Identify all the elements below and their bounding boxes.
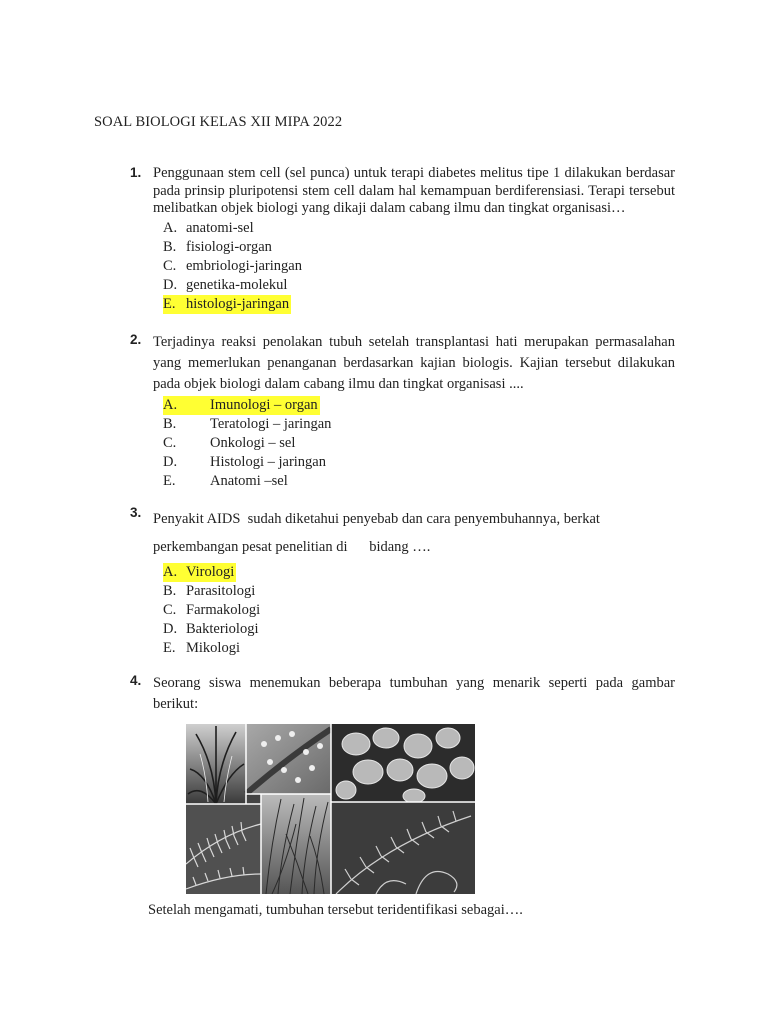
option-text: Parasitologi — [186, 583, 256, 599]
option-d — [163, 453, 675, 472]
option-letter: C. — [163, 435, 177, 451]
option-letter: E. — [163, 640, 176, 656]
collage-image — [186, 724, 475, 894]
option-e-highlighted — [163, 295, 675, 314]
option-letter: A. — [163, 219, 178, 236]
option-letter: E. — [163, 473, 176, 489]
option-text: Bakteriologi — [186, 621, 259, 637]
option-letter: D. — [163, 276, 178, 293]
option-letter: B. — [163, 583, 177, 599]
option-e — [163, 639, 675, 658]
option-letter: E. — [163, 295, 176, 312]
option-text: Virologi — [186, 564, 235, 580]
answer-highlight — [163, 396, 320, 415]
option-b — [163, 582, 675, 601]
option-letter: C. — [163, 257, 177, 274]
question-number: 1. — [130, 165, 142, 180]
option-c — [163, 601, 675, 620]
option-b — [163, 238, 675, 257]
option-a-highlighted — [163, 396, 675, 415]
option-letter: C. — [163, 602, 177, 618]
option-d — [163, 276, 675, 295]
option-a — [163, 219, 675, 238]
option-list — [163, 396, 675, 491]
option-d — [163, 620, 675, 639]
question-1 — [130, 165, 675, 314]
option-c — [163, 257, 675, 276]
option-list — [163, 219, 675, 314]
question-text: Terjadinya reaksi penolakan tubuh setelah transplantasi hati merupakan permasalahan yang memerlukan penanganan berdasarkan kajian biologis. Kajian tersebut dilakukan pada objek biologi dalam cabang ilmu dan tingkat organisasi .... — [153, 334, 675, 392]
option-text: histologi-jaringan — [186, 295, 290, 312]
question-2 — [130, 332, 675, 491]
option-text: Anatomi –sel — [210, 473, 288, 489]
question-text: Penyakit AIDS sudah diketahui penyebab dan cara penyembuhannya, berkat perkembangan pesat penelitian di bidang …. — [153, 511, 604, 555]
option-text: Onkologi – sel — [210, 435, 296, 451]
option-text: fisiologi-organ — [186, 238, 272, 255]
option-text: Imunologi – organ — [210, 397, 318, 413]
option-letter: A. — [163, 564, 178, 580]
question-text: Penggunaan stem cell (sel punca) untuk terapi diabetes melitus tipe 1 dilakukan berdasar pada prinsip pluripotensi stem cell dalam hal kemampuan berdiferensiasi. Terapi tersebut melibatkan objek biologi yang dikaji dalam cabang ilmu dan tingkat organisasi… — [153, 165, 675, 216]
option-a-highlighted — [163, 563, 675, 582]
option-letter: D. — [163, 621, 178, 637]
option-letter: B. — [163, 238, 177, 255]
answer-highlight — [163, 563, 236, 582]
option-text: Farmakologi — [186, 602, 261, 618]
option-c — [163, 434, 675, 453]
option-b — [163, 415, 675, 434]
option-e — [163, 472, 675, 491]
option-text: Mikologi — [186, 640, 240, 656]
option-letter: B. — [163, 416, 177, 432]
option-letter: D. — [163, 454, 178, 470]
question-3 — [130, 505, 675, 658]
option-text: embriologi-jaringan — [186, 257, 302, 274]
option-text: Teratologi – jaringan — [210, 416, 332, 432]
document-title: SOAL BIOLOGI KELAS XII MIPA 2022 — [94, 114, 343, 130]
option-text: Histologi – jaringan — [210, 454, 326, 470]
question-number: 3. — [130, 505, 142, 520]
question-number: 2. — [130, 332, 142, 347]
question-text: Seorang siswa menemukan beberapa tumbuhan yang menarik seperti pada gambar berikut: — [153, 675, 675, 712]
figure-caption: Setelah mengamati, tumbuhan tersebut teridentifikasi sebagai…. — [148, 902, 523, 918]
option-text: anatomi-sel — [186, 219, 254, 236]
option-text: genetika-molekul — [186, 276, 288, 293]
answer-highlight — [163, 295, 291, 314]
option-letter: A. — [163, 397, 178, 413]
question-number: 4. — [130, 673, 142, 688]
plant-photo-collage — [186, 724, 475, 894]
option-list — [163, 563, 675, 658]
question-4 — [130, 673, 675, 715]
